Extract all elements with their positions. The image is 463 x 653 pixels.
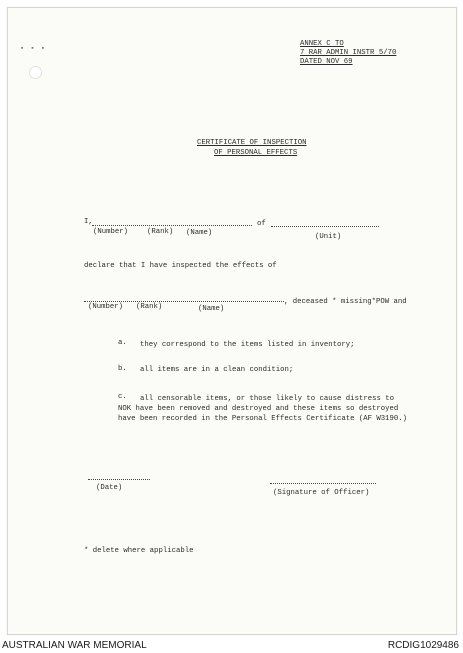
title-line-2: OF PERSONAL EFFECTS xyxy=(214,149,298,157)
declarant-pronoun: I, xyxy=(84,218,93,226)
footnote: * delete where applicable xyxy=(84,547,194,555)
deceased-dotted-line xyxy=(84,301,284,302)
footer-record-id: RCDIG1029486 xyxy=(387,640,459,651)
title-line-1: CERTIFICATE OF INSPECTION xyxy=(197,139,307,147)
declarant-rank-label: (Rank) xyxy=(147,228,174,236)
declarant-dotted-line xyxy=(92,225,252,226)
declarant-unit-label: (Unit) xyxy=(315,233,342,241)
item-b-letter: b. xyxy=(118,365,127,373)
deceased-rank-label: (Rank) xyxy=(136,303,163,311)
officer-signature-label: (Signature of Officer) xyxy=(273,489,370,497)
item-c-line-3: have been recorded in the Personal Effects Certificate (AF W3190.) xyxy=(118,415,408,423)
item-c-letter: c. xyxy=(118,393,127,401)
annex-line-3: DATED NOV 69 xyxy=(300,58,353,66)
deceased-status-text: , deceased * missing*POW and xyxy=(284,298,407,306)
item-a-letter: a. xyxy=(118,339,127,347)
item-c-line-2: NOK have been removed and destroyed and these items so destroyed xyxy=(118,405,399,413)
date-dotted-line xyxy=(88,479,150,480)
item-c-line-1: all censorable items, or those likely to cause distress to xyxy=(140,395,394,403)
item-a-text: they correspond to the items listed in inventory; xyxy=(140,341,355,349)
declarant-name-label: (Name) xyxy=(186,229,213,237)
punch-hole xyxy=(29,66,42,79)
deceased-number-label: (Number) xyxy=(88,303,124,311)
margin-mark: ▪ ▪ ▪ xyxy=(20,45,47,53)
annex-line-2: 7 RAR ADMIN INSTR 5/70 xyxy=(300,49,397,57)
deceased-name-label: (Name) xyxy=(198,305,225,313)
annex-line-1: ANNEX C TO xyxy=(300,40,344,48)
date-label: (Date) xyxy=(96,484,123,492)
declarant-number-label: (Number) xyxy=(93,228,129,236)
unit-dotted-line xyxy=(271,226,379,227)
declarant-of: of xyxy=(257,220,266,228)
item-b-text: all items are in a clean condition; xyxy=(140,366,294,374)
signature-dotted-line xyxy=(270,483,376,484)
footer-archive-name: AUSTRALIAN WAR MEMORIAL xyxy=(2,640,147,651)
document-page xyxy=(7,7,457,635)
declare-text: declare that I have inspected the effects of xyxy=(84,262,277,270)
